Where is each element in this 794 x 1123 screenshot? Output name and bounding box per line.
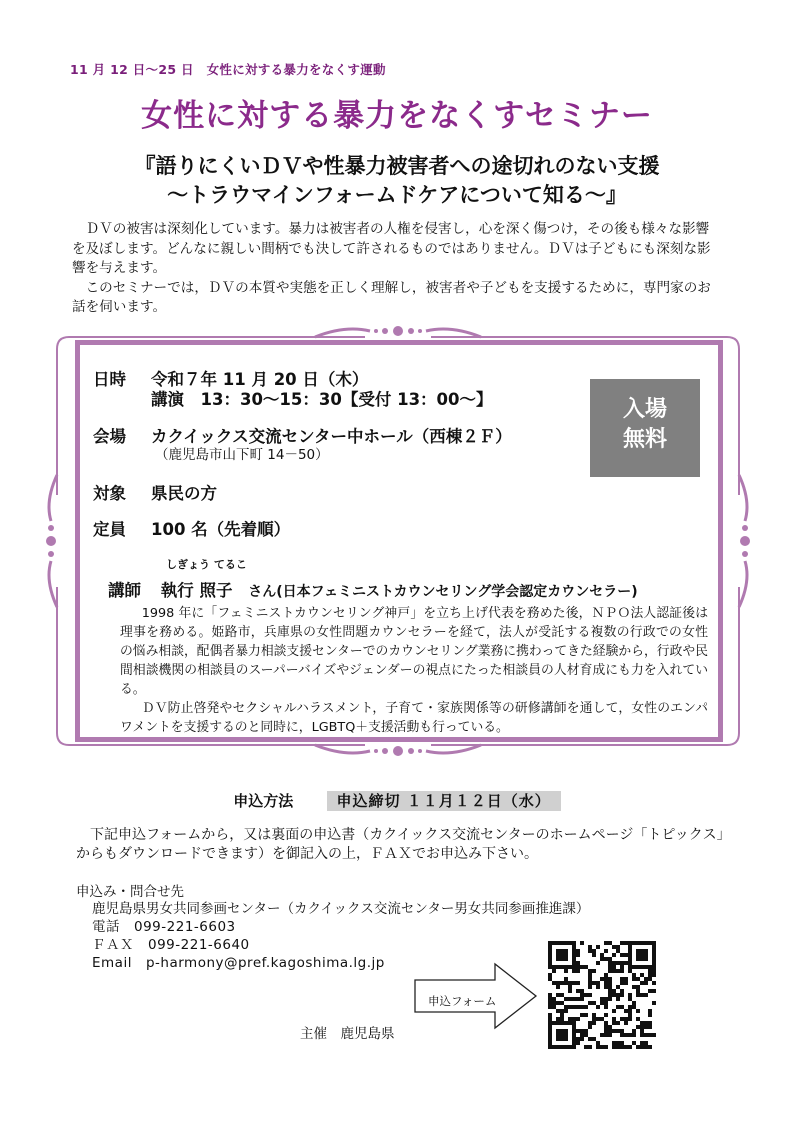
event-date: 令和７年 11 月 20 日（木） [151, 370, 369, 389]
form-link-label[interactable]: 申込フォーム [428, 994, 497, 1008]
application-deadline: 申込締切 １１月１２日（水） [327, 791, 561, 811]
venue-address: （鹿児島市山下町 14－50） [155, 447, 329, 463]
campaign-heading: 11 月 12 日～25 日 女性に対する暴力をなくす運動 [70, 62, 386, 77]
free-admission-badge [590, 379, 700, 477]
application-method-label: 申込方法 [233, 792, 294, 810]
subtitle-line-2: ～トラウマインフォームドケアについて知る～』 [167, 183, 627, 207]
page-title: 女性に対する暴力をなくすセミナー [141, 98, 653, 134]
contact-email[interactable]: Email p-harmony@pref.kagoshima.lg.jp [92, 955, 385, 971]
intro-paragraph-1: ＤＶの被害は深刻化しています。暴力は被害者の人権を侵害し，心を深く傷つけ，その後も様々な影響を及ぼします。どんなに親しい間柄でも決して許されるものではありません。ＤＶは子どもにも深刻な影響を与えます。 [72, 221, 711, 276]
intro-text [72, 220, 722, 318]
contact-phone: 電話 099-221-6603 [92, 919, 236, 935]
venue-name: カクイックス交流センター中ホール（西棟２Ｆ） [151, 427, 512, 446]
speaker-bio [120, 604, 708, 737]
contact-fax: ＦＡＸ 099-221-6640 [92, 937, 250, 953]
speaker-row [108, 577, 638, 601]
target-label: 対象 [93, 484, 126, 503]
application-text: 下記申込フォームから，又は裏面の申込書（カクイックス交流センターのホームページ「トピックス」からもダウンロードできます）を御記入の上，ＦＡＸでお申込み下さい。 [76, 827, 731, 862]
speaker-honorific: さん [248, 584, 277, 600]
speaker-affiliation: (日本フェミニストカウンセリング学会認定カウンセラー) [276, 584, 638, 600]
bio-paragraph-1: 1998 年に「フェミニストカウンセリング神戸」を立ち上げ代表を務めた後，ＮＰＯ法人認証後は理事を務める。姫路市，兵庫県の女性問題カウンセラーを経て，法人が受託する複数の行政での女性の悩み相談，配偶者暴力相談支援センターでのカウンセリング業務に携わってきた経験から，行政や民間相談機関の相談員のスーパーバイズやジェンダーの視点にたった相談員の人材育成にも力を入れている。 [120, 606, 708, 697]
target-value: 県民の方 [151, 484, 217, 503]
subtitle-line-1: 『語りにくいＤＶや性暴力被害者への途切れのない支援 [134, 154, 660, 178]
application-instructions [76, 826, 736, 864]
sponsor: 主催 鹿児島県 [300, 1026, 395, 1042]
capacity-value: 100 名（先着順） [151, 520, 291, 539]
contact-heading: 申込み・問合せ先 [76, 884, 184, 900]
venue-label: 会場 [93, 427, 126, 446]
bio-paragraph-2: ＤＶ防止啓発やセクシャルハラスメント，子育て・家族関係等の研修講師を通して，女性のエンパワメントを支援するのと同時に，LGBTQ＋支援活動も行っている。 [120, 701, 708, 735]
badge-line-2: 無料 [622, 427, 667, 452]
lecture-time: 講演 13：30～15：30【受付 13：00～】 [151, 390, 493, 409]
badge-line-1: 入場 [622, 397, 667, 422]
capacity-row [93, 516, 290, 540]
contact-center: 鹿児島県男女共同参画センター（カクイックス交流センター男女共同参画推進課） [92, 901, 590, 917]
application-method-row [0, 790, 794, 811]
qr-code[interactable] [548, 941, 656, 1049]
speaker-label: 講師 [108, 581, 141, 600]
datetime-label: 日時 [93, 370, 126, 389]
speaker-name-reading: しぎょう てるこ [166, 558, 247, 571]
intro-paragraph-2: このセミナーでは，ＤＶの本質や実態を正しく理解し，被害者や子どもを支援するために，専門家のお話を伺います。 [72, 279, 711, 315]
target-row [93, 480, 217, 504]
speaker-name: 執行 照子 [160, 581, 233, 600]
capacity-label: 定員 [93, 520, 126, 539]
